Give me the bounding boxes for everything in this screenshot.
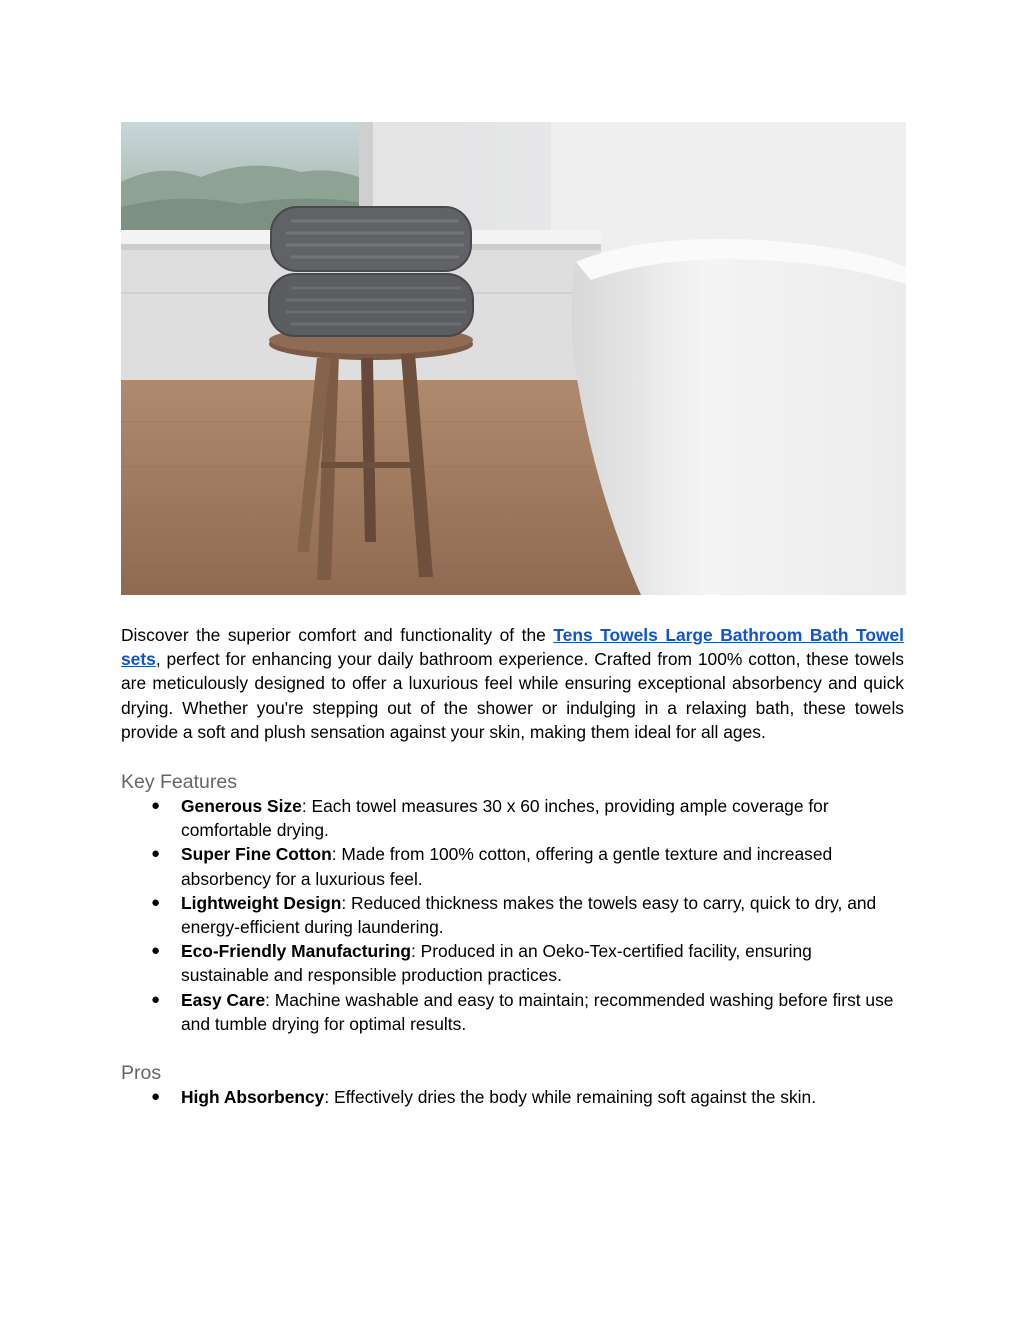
key-features-list xyxy=(121,794,904,1036)
pros-list xyxy=(121,1085,904,1109)
feature-term: Generous Size xyxy=(181,796,302,817)
bullet-icon: ● xyxy=(151,1088,161,1106)
list-item xyxy=(121,988,904,1036)
bathroom-towels-illustration xyxy=(121,122,906,595)
feature-text: : Reduced thickness makes the towels easy to carry, quick to dry, and energy-efficient during laundering. xyxy=(181,892,877,938)
feature-term: Super Fine Cotton xyxy=(181,844,332,865)
bullet-icon: ● xyxy=(151,845,161,863)
list-item xyxy=(121,1085,904,1109)
pro-term: High Absorbency xyxy=(181,1087,325,1108)
intro-rest: , perfect for enhancing your daily bathroom experience. Crafted from 100% cotton, these towels are meticulously designed to offer a luxurious feel while ensuring exceptional absorbency and quick drying. Whether you're stepping out of the shower or indulging in a relaxing bath, these towels provide a soft and plush sensation against your skin, making them ideal for all ages. xyxy=(121,649,904,742)
list-item xyxy=(121,891,904,939)
feature-text: : Machine washable and easy to maintain; recommended washing before first use and tumble drying for optimal results. xyxy=(181,989,894,1034)
feature-term: Eco-Friendly Manufacturing xyxy=(181,941,411,962)
bullet-icon: ● xyxy=(151,893,161,911)
list-item xyxy=(121,939,904,987)
feature-text: : Each towel measures 30 x 60 inches, providing ample coverage for comfortable drying. xyxy=(181,796,829,841)
key-features-heading: Key Features xyxy=(121,771,237,794)
feature-term: Easy Care xyxy=(181,989,266,1010)
product-link[interactable]: Tens Towels Large Bathroom Bath Towel sets xyxy=(121,625,904,670)
list-item xyxy=(121,842,904,890)
intro-paragraph xyxy=(121,623,904,744)
list-item xyxy=(121,794,904,842)
bullet-icon: ● xyxy=(151,942,161,960)
feature-text: : Produced in an Oeko-Tex-certified facility, ensuring sustainable and responsible production practices. xyxy=(181,941,812,986)
bullet-icon: ● xyxy=(151,797,161,815)
document-page xyxy=(121,122,904,1109)
pros-heading: Pros xyxy=(121,1062,162,1085)
bullet-icon: ● xyxy=(151,990,161,1008)
feature-term: Lightweight Design xyxy=(181,892,342,913)
intro-lead: Discover the superior comfort and functionality of the xyxy=(121,625,554,645)
feature-text: : Made from 100% cotton, offering a gentle texture and increased absorbency for a luxurious feel. xyxy=(181,844,833,889)
product-photo xyxy=(121,122,906,595)
pro-text: : Effectively dries the body while remaining soft against the skin. xyxy=(324,1087,817,1108)
